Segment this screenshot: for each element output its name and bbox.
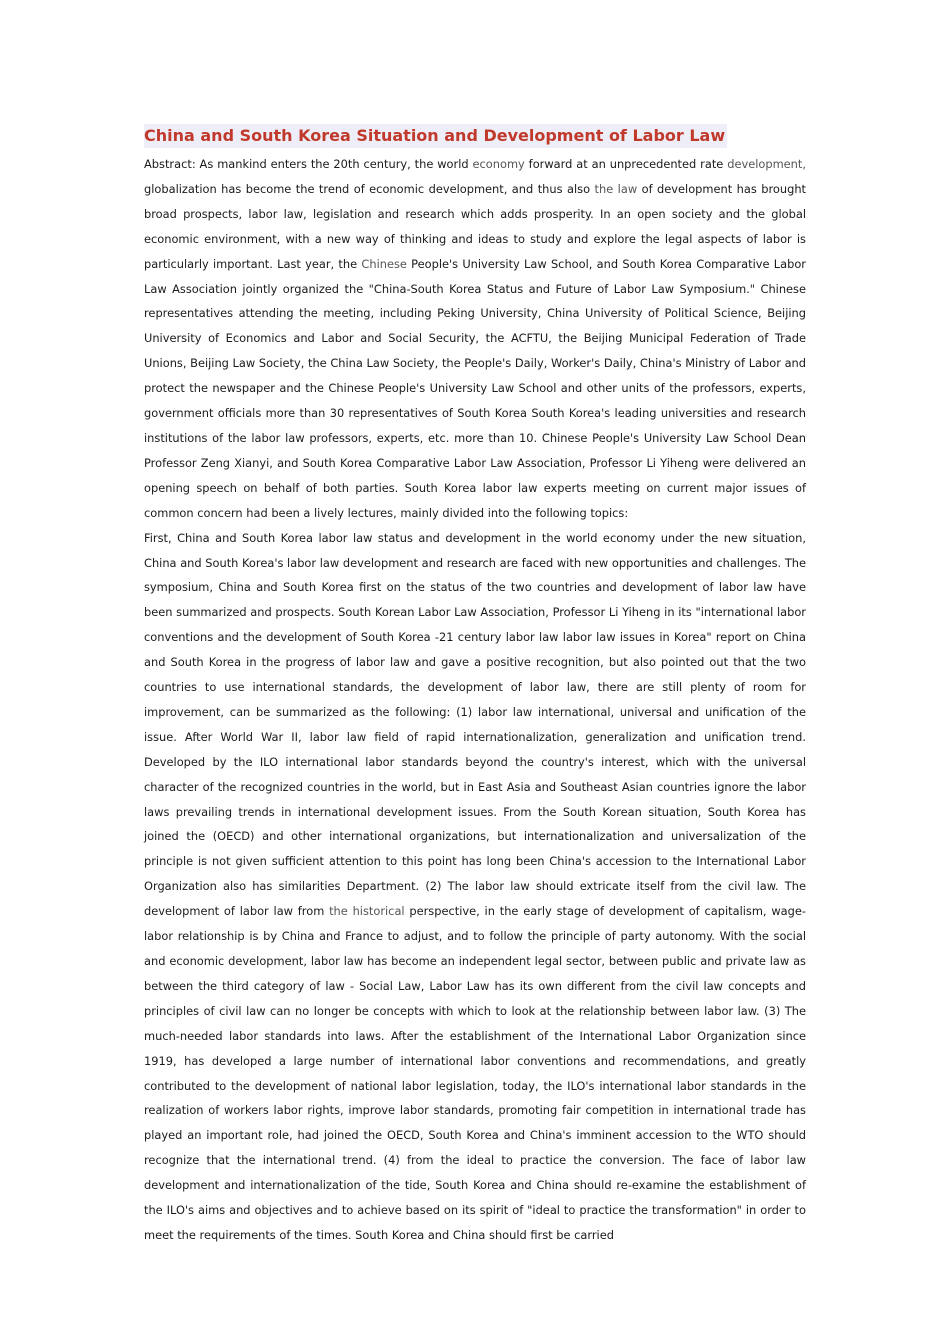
inline-link[interactable]: development, — [727, 157, 806, 171]
text-run: of development has brought broad prospects, labor law, legislation and research which adds prosperity. In an open society and the global economic environment, with a new way of thinking and ideas to study and explore the legal aspects of labor is particularly important. Last year, the — [144, 181, 806, 271]
document-title: China and South Korea Situation and Development of Labor Law — [144, 124, 727, 148]
text-run: Abstract: As mankind enters the 20th century, the world — [144, 157, 473, 171]
inline-link[interactable]: Chinese — [361, 256, 407, 271]
text-run: globalization has become the trend of economic development, and thus also — [144, 181, 595, 196]
text-run: First, China and South Korea labor law status and development in the world economy under the new situation, China and South Korea's labor law development and research are faced with new opportunities and challenges. The symposium, China and South Korea first on the status of the two countries and development of labor law have been summarized and prospects. South Korean Labor Law Association, Professor Li Yiheng in its "international labor conventions and the development of South Korea -21 century labor law labor law issues in Korea" report on China and South Korea in the progress of labor law and gave a positive recognition, but also pointed out that the two countries to use international standards, the development of labor law, there are still plenty of room for improvement, can be summarized as the following: (1) labor law international, universal and unification of the issue. After World War II, labor law field of rapid internationalization, generalization and unification trend. Developed by the ILO international labor standards beyond the country's interest, which with the universal character of the recognized countries in the world, but in East Asia and Southeast Asian countries ignore the labor laws prevailing trends in international development issues. From the South Korean situation, South Korea has joined the (OECD) and other international organizations, but internationalization and universalization of the principle is not given sufficient attention to this point has long been China's accession to the International Labor Organization also has similarities Department. (2) The labor law should extricate itself from the civil law. The development of labor law from — [144, 530, 806, 919]
topics-paragraph — [144, 526, 806, 1248]
inline-link[interactable]: the historical — [329, 904, 405, 919]
inline-link[interactable]: economy — [472, 157, 525, 171]
abstract-paragraph — [144, 152, 806, 526]
inline-link[interactable]: the law — [594, 181, 638, 196]
text-run: forward at an unprecedented rate — [524, 157, 728, 171]
document-body — [144, 152, 806, 1248]
document-page — [144, 124, 806, 1248]
text-run: People's University Law School, and South Korea Comparative Labor Law Association jointly organized the "China-South Korea Status and Future of Labor Law Symposium." Chinese representatives attending the meeting, including Peking University, China University of Political Science, Beijing University of Economics and Labor and Social Security, the ACFTU, the Beijing Municipal Federation of Trade Unions, Beijing Law Society, the China Law Society, the People's Daily, Worker's Daily, China's Ministry of Labor and protect the newspaper and the Chinese People's University Law School and other units of the professors, experts, government officials more than 30 representatives of South Korea South Korea's leading universities and research institutions of the labor law professors, experts, etc. more than 10. Chinese People's University Law School Dean Professor Zeng Xianyi, and South Korea Comparative Labor Law Association, Professor Li Yiheng were delivered an opening speech on behalf of both parties. South Korea labor law experts meeting on current major issues of common concern had been a lively lectures, mainly divided into the following topics: — [144, 256, 806, 520]
text-run: perspective, in the early stage of development of capitalism, wage-labor relationship is by China and France to adjust, and to follow the principle of party autonomy. With the social and economic development, labor law has become an independent legal sector, between public and private law as between the third category of law - Social Law, Labor Law has its own different from the civil law concepts and principles of civil law can no longer be concepts with which to look at the relationship between labor law. (3) The much-needed labor standards into laws. After the establishment of the International Labor Organization since 1919, has developed a large number of international labor conventions and recommendations, and greatly contributed to the development of national labor legislation, today, the ILO's international labor standards in the realization of workers labor rights, improve labor standards, promoting fair competition in international trade has played an important role, had joined the OECD, South Korea and China's imminent accession to the WTO should recognize that the international trend. (4) from the ideal to practice the conversion. The face of labor law development and internationalization of the tide, South Korea and China should re-examine the establishment of the ILO's aims and objectives and to achieve based on its spirit of "ideal to practice the transformation" in order to meet the requirements of the times. South Korea and China should first be carried — [144, 904, 806, 1242]
